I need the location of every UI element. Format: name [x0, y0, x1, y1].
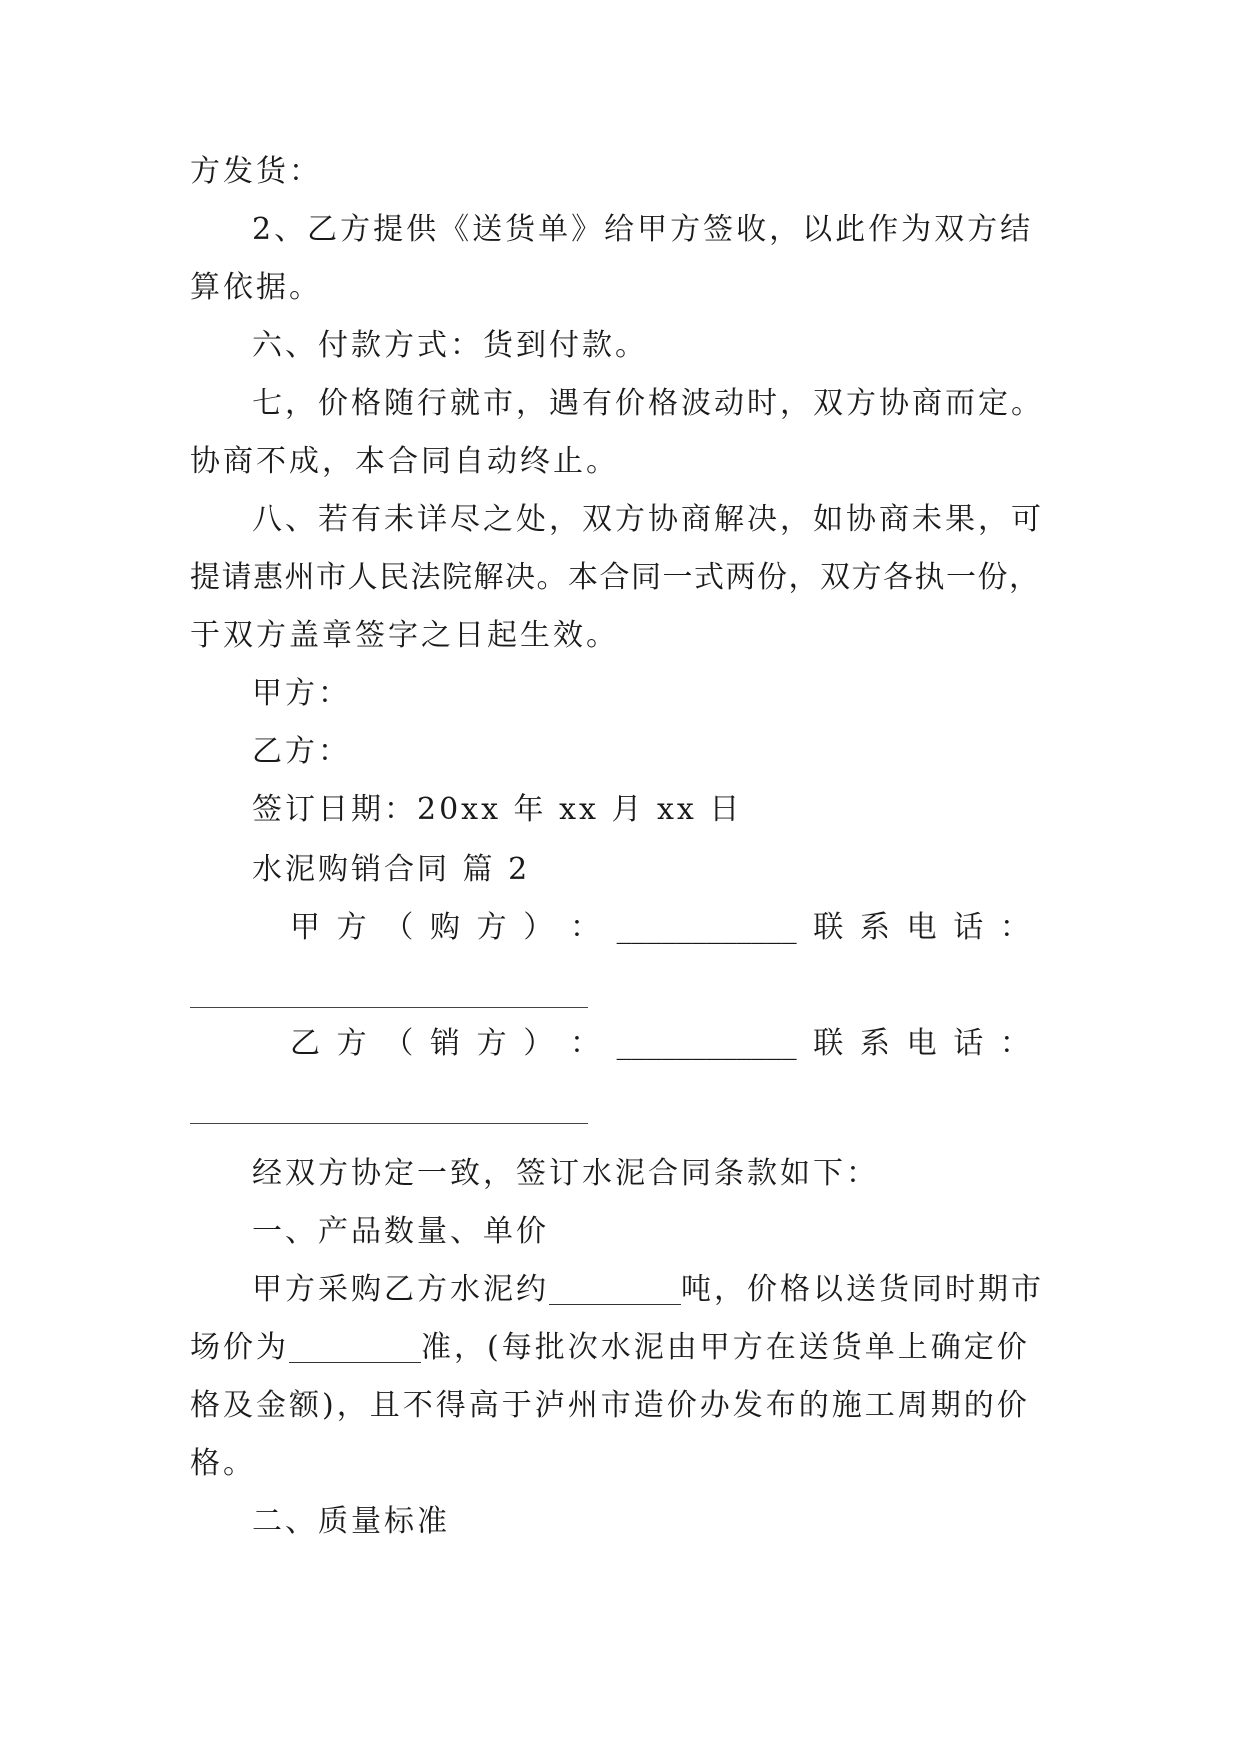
row-token: 系 [859, 910, 890, 945]
row-token: 电 [906, 1026, 937, 1061]
paragraph-line: 方发货： [190, 154, 322, 189]
row-token: ） [523, 1026, 554, 1061]
row-token: 甲 [290, 910, 320, 945]
clause-heading: 二、质量标准 [252, 1504, 450, 1539]
text-run: 甲方采购乙方水泥约 [252, 1272, 549, 1307]
row-token: 乙 [290, 1026, 320, 1061]
paragraph-line: 提请惠州市人民法院解决。本合同一式两份，双方各执一份， [190, 560, 1041, 595]
paragraph-line: 八、若有未详尽之处，双方协商解决，如协商未果，可 [252, 502, 1044, 537]
row-token: 方 [336, 1026, 367, 1061]
paragraph-line: 经双方协定一致，签订水泥合同条款如下： [252, 1156, 879, 1191]
paragraph-line [190, 1328, 1030, 1368]
quantity-blank [549, 1274, 681, 1305]
clause-heading: 一、产品数量、单价 [252, 1214, 549, 1249]
row-token: 方 [476, 1026, 507, 1061]
text-run: 场价为 [190, 1330, 289, 1365]
row-token: ） [523, 910, 554, 945]
row-token: （ [383, 910, 414, 945]
paragraph-line: 六、付款方式：货到付款。 [252, 328, 648, 363]
row-token: ： [569, 910, 600, 945]
text-run: 准，(每批次水泥由甲方在送货单上确定价 [421, 1330, 1030, 1365]
row-token: 电 [906, 910, 937, 945]
row-token: 系 [859, 1026, 890, 1061]
row-token: ： [569, 1026, 600, 1061]
paragraph-line [252, 1270, 1044, 1310]
row-token: 联 [813, 910, 844, 945]
paragraph-line: 格及金额)，且不得高于泸州市造价办发布的施工周期的价 [190, 1388, 1030, 1423]
row-token: （ [383, 1026, 414, 1061]
paragraph-line: 于双方盖章签字之日起生效。 [190, 618, 619, 653]
row-token: 话 [953, 910, 984, 945]
paragraph-line: 协商不成，本合同自动终止。 [190, 444, 619, 479]
party-a-label: 甲方： [252, 676, 351, 711]
row-token: 销 [429, 1026, 460, 1061]
seller-blank: ____________ [616, 1026, 797, 1061]
row-token: 方 [336, 910, 367, 945]
buyer-blank: ____________ [616, 910, 797, 945]
text-run: 吨，价格以送货同时期市 [681, 1272, 1044, 1307]
buyer-row [290, 908, 1030, 948]
phone-underline [190, 1007, 588, 1008]
price-blank [289, 1332, 421, 1363]
row-token: ： [999, 910, 1030, 945]
row-token: ： [999, 1026, 1030, 1061]
sign-date: 签订日期：20xx 年 xx 月 xx 日 [252, 792, 743, 827]
row-token: 购 [429, 910, 460, 945]
paragraph-line: 格。 [190, 1446, 256, 1481]
paragraph-line: 算依据。 [190, 270, 322, 305]
seller-row [290, 1024, 1030, 1064]
row-token: 联 [813, 1026, 844, 1061]
row-token: 话 [953, 1026, 984, 1061]
section-title: 水泥购销合同 篇 2 [252, 852, 531, 887]
party-b-label: 乙方： [252, 734, 351, 769]
paragraph-line: 七，价格随行就市，遇有价格波动时，双方协商而定。 [252, 386, 1044, 421]
paragraph-line: 2、乙方提供《送货单》给甲方签收，以此作为双方结 [252, 212, 1034, 247]
phone-underline [190, 1123, 588, 1124]
row-token: 方 [476, 910, 507, 945]
